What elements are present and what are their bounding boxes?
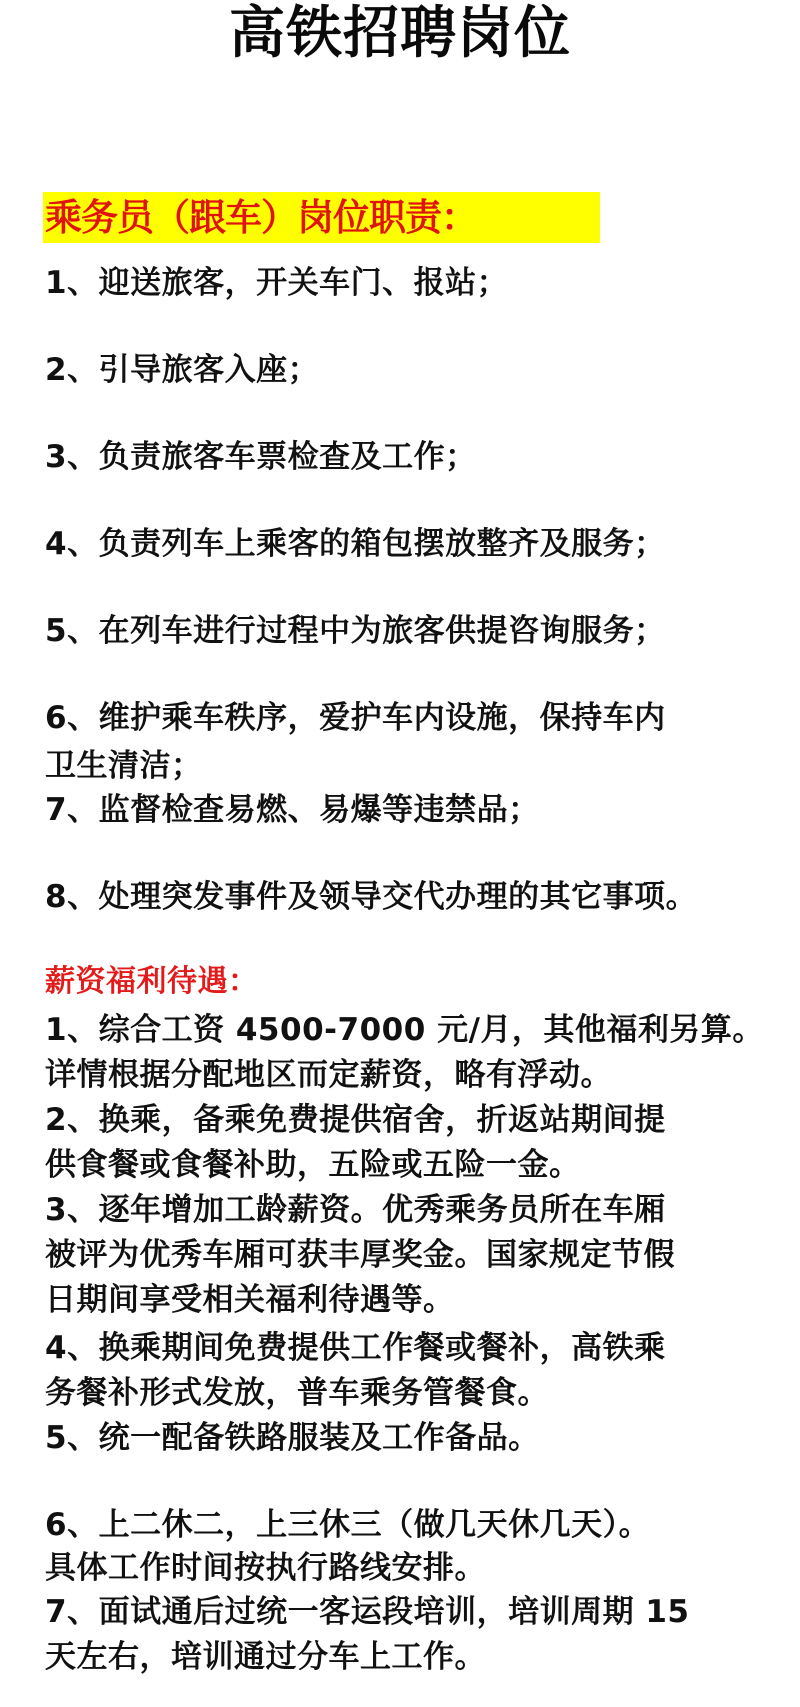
benefit-line: 4、换乘期间免费提供工作餐或餐补，高铁乘 xyxy=(45,1330,666,1366)
benefit-line: 7、面试通后过统一客运段培训，培训周期 15 xyxy=(45,1594,690,1630)
duty-line: 1、迎送旅客，开关车门、报站； xyxy=(45,265,509,301)
page-title: 高铁招聘岗位 xyxy=(229,1,571,66)
benefit-line: 供食餐或食餐补助，五险或五险一金。 xyxy=(45,1147,581,1183)
benefit-line: 详情根据分配地区而定薪资，略有浮动。 xyxy=(45,1057,612,1093)
duty-line: 2、引导旅客入座； xyxy=(45,352,320,388)
duty-line: 6、维护乘车秩序，爱护车内设施，保持车内 xyxy=(45,700,666,736)
benefit-line: 日期间享受相关福利待遇等。 xyxy=(45,1282,455,1318)
duty-line: 7、监督检查易燃、易爆等违禁品； xyxy=(45,792,540,828)
duties-heading: 乘务员（跟车）岗位职责： xyxy=(45,196,477,239)
benefit-line: 2、换乘，备乘免费提供宿舍，折返站期间提 xyxy=(45,1102,666,1138)
duty-line: 5、在列车进行过程中为旅客供提咨询服务； xyxy=(45,613,666,649)
benefit-line: 天左右，培训通过分车上工作。 xyxy=(45,1639,486,1675)
duty-line: 8、处理突发事件及领导交代办理的其它事项。 xyxy=(45,879,698,915)
benefit-line: 具体工作时间按执行路线安排。 xyxy=(45,1550,486,1586)
benefit-line: 被评为优秀车厢可获丰厚奖金。国家规定节假 xyxy=(45,1237,675,1273)
benefits-heading: 薪资福利待遇： xyxy=(45,964,259,999)
duties-heading-highlight xyxy=(43,192,600,243)
duty-line: 3、负责旅客车票检查及工作； xyxy=(45,439,477,475)
benefit-line: 务餐补形式发放，普车乘务管餐食。 xyxy=(45,1375,549,1411)
duty-line: 4、负责列车上乘客的箱包摆放整齐及服务； xyxy=(45,526,666,562)
benefit-line: 3、逐年增加工龄薪资。优秀乘务员所在车厢 xyxy=(45,1192,666,1228)
duty-line: 卫生清洁； xyxy=(45,748,203,784)
benefit-line: 1、综合工资 4500-7000 元/月，其他福利另算。 xyxy=(45,1012,764,1048)
benefit-line: 6、上二休二，上三休三（做几天休几天）。 xyxy=(45,1507,651,1543)
benefit-line: 5、统一配备铁路服装及工作备品。 xyxy=(45,1420,540,1456)
